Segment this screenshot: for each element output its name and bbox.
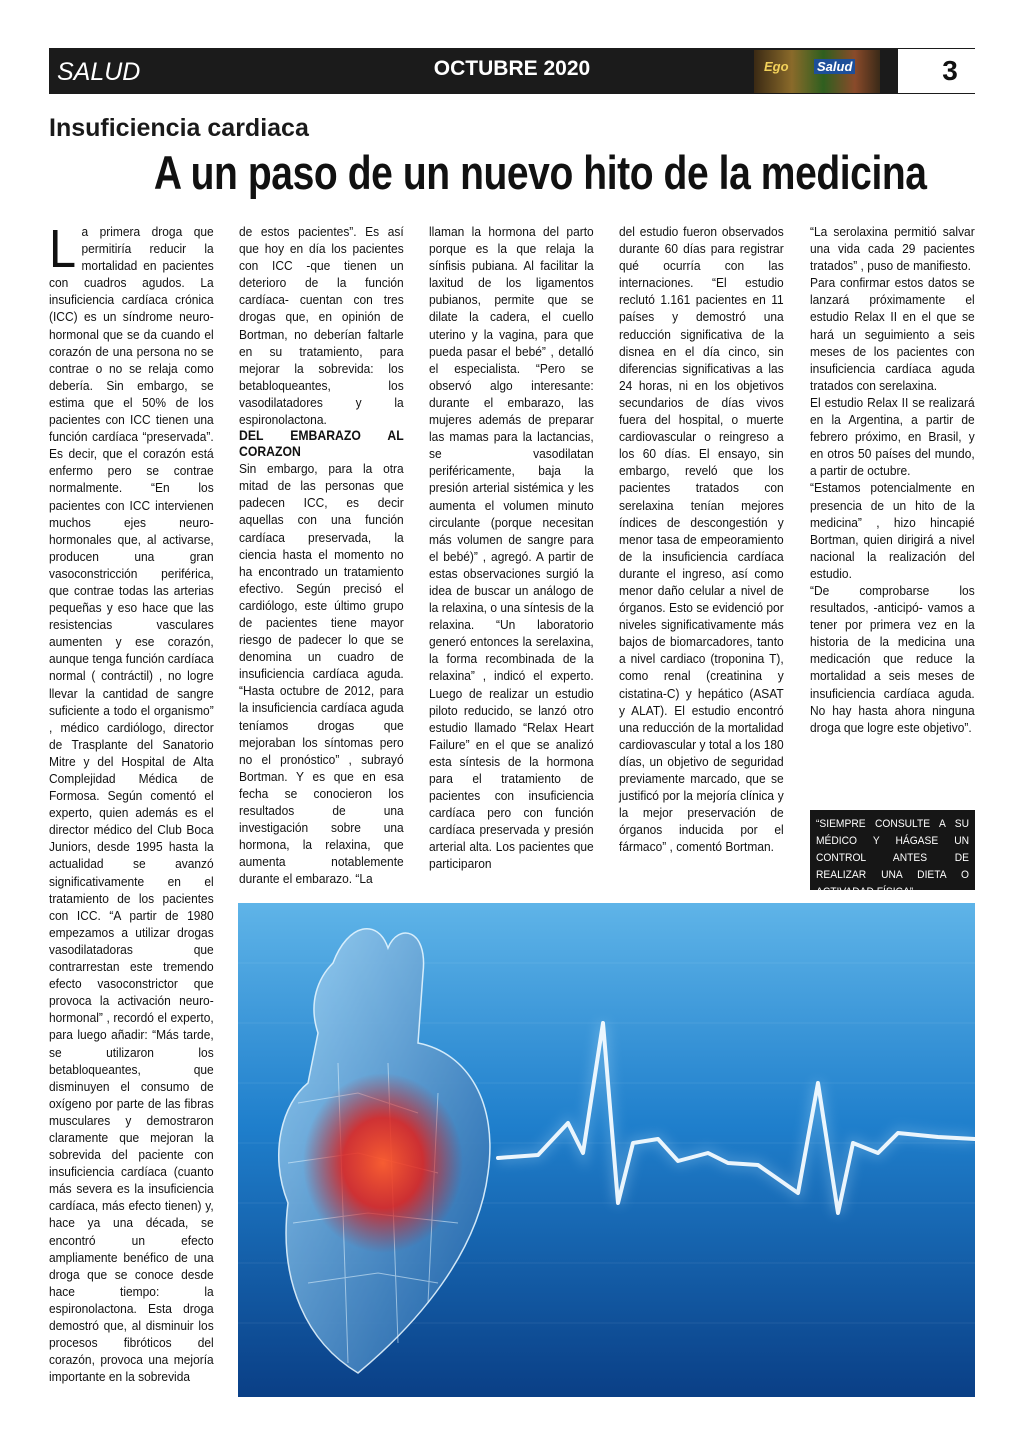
column-2-text-b: Sin embargo, para la otra mitad de las personas que padecen ICC, es decir aquellas con una función cardíaca preservada, la ciencia hasta el momento no ha encontrado un tratamiento efectivo. Según precisó el cardiólogo, este último grupo de pacientes tiene mayor riesgo de padecer lo que se denomina un cuadro de insuficiencia cardíaca aguda. “Hasta octubre de 2012, para la insuficiencia cardíaca aguda teníamos drogas que mejoraban los síntomas pero no el pronóstico” , subrayó Bortman. Y es que en esa fecha se conocieron los resultados de una investigación sobre una hormona, la relaxina, que aumenta notablemente durante el embarazo. “La: [239, 461, 404, 887]
section-label: SALUD: [57, 58, 141, 86]
article-column-4: [619, 223, 784, 855]
column-5-text-b: Para confirmar estos datos se lanzará próximamente el estudio Relax II en el que se hará un seguimiento a seis meses de los pacientes con insuficiencia cardíaca aguda tratados con serelaxina.: [810, 275, 975, 393]
pull-quote-text: “SIEMPRE CONSULTE A SU MÉDICO Y HÁGASE UN CONTROL ANTES DE REALIZAR UNA DIETA O ACTIVADAD FÍSICA”: [816, 818, 969, 898]
heart-ecg-graphic: [238, 903, 975, 1397]
column-4-text: del estudio fueron observados durante 60 días para registrar qué ocurría con las internaciones. “El estudio reclutó 1.161 pacientes en 11 países y demostró una reducción significativa de la disnea en el día cinco, sin diferencias significativas a las 24 horas, ni en los objetivos secundarios de días vivos fuera del hospital, o muerte cardiovascular o reingreso a los 60 días. El ensayo, sin embargo, reveló que los pacientes tratados con serelaxina tenían mejores índices de descongestión y menor tasa de empeoramiento de la insuficiencia cardíaca durante el ingreso, así como menor daño celular a nivel de órganos. Esto se evidenció por niveles significativamente más bajos de biomarcadores, tanto a nivel cardiaco (troponina T), como renal (creatinina y cistatina-C) y hepático (ASAT y ALAT). El estudio encontró una reducción de la mortalidad cardiovascular y total a los 180 días, un objetivo de seguridad previamente marcado, que se justificó por la mejoría clínica y la mejor preservación de órganos inducida por el fármaco” , comentó Bortman.: [619, 224, 784, 855]
logo-text-left: Ego: [764, 59, 789, 74]
column-5-text-d: “Estamos potencialmente en presencia de un hito de la medicina” , hizo hincapié Bortman, quien dirigirá a nivel nacional la realización del estudio.: [810, 480, 975, 581]
article-column-1: [49, 219, 214, 1398]
article-headline: A un paso de un nuevo hito de la medicina: [153, 146, 927, 199]
article-column-3: [429, 223, 594, 873]
section-subhead: DEL EMBARAZO AL CORAZON: [239, 428, 404, 460]
article-column-5: [810, 223, 975, 736]
issue-date: OCTUBRE 2020: [433, 57, 591, 80]
column-3-text: llaman la hormona del parto porque es la que relaja la sínfisis pubiana. Al facilitar la laxitud de los ligamentos pubianos, permite que se dilate la cadera, el cuello uterino y la vagina, para que pueda pasar el bebé” , detalló el especialista. “Pero se observó algo interesante: durante el embarazo, las mujeres además de preparar las mamas para la lactancias, se vasodilatan periféricamente, baja la presión arterial sistémica y les aumenta el volumen minuto circulante (porque necesitan más volumen de sangre para el bebé)” , agregó. A partir de estas observaciones surgió la idea de buscar un análogo de la relaxina, o una síntesis de la relaxina. “Un laboratorio generó entonces la serelaxina, la forma recombinada de la relaxina” , indicó el experto. Luego de realizar un estudio piloto reducido, se lanzó otro estudio llamado “Relax Heart Failure” en el que se analizó esta síntesis de la hormona para el tratamiento de pacientes con insuficiencia cardíaca pero con función cardíaca preservada y presión arterial alta. Los pacientes que participaron: [429, 224, 594, 872]
article-column-2: [239, 223, 404, 887]
column-5-text-a: “La serolaxina permitió salvar una vida cada 29 pacientes tratados” , puso de manifiesto.: [810, 224, 975, 274]
column-2-text-a: de estos pacientes”. Es así que hoy en día los pacientes con ICC -que tienen un deterioro de la función cardíaca- cuentan con tres drogas que, en opinión de Bortman, no deberían faltarle en su tratamiento, para mejorar la sobrevida: los betabloqueantes, los vasodilatadores y la espironolactona.: [239, 224, 404, 428]
column-1-text: a primera droga que permitiría reducir la mortalidad en pacientes con cuadros agudos. La insuficiencia cardíaca crónica (ICC) es un síndrome neuro-hormonal que se da cuando el corazón de una persona no se contrae o no se relaja como debería. Sin embargo, se estima que el 50% de los pacientes con ICC tienen una función cardíaca “preservada”. Es decir, que el corazón está enfermo pero se contrae normalmente. “En los pacientes con ICC intervienen muchos ejes neuro-hormonales que, al activarse, producen una gran vasoconstricción periférica, que contrae todas las arterias pequeñas y eso hace que las resistencias vasculares aumenten y ese corazón, aunque tenga función cardíaca normal ( contráctil) , no logre llevar la cantidad de sangre suficiente a todo el organismo” , médico cardiólogo, director de Trasplante del Sanatorio Mitre y del Hospital de Alta Complejidad Médica de Formosa. Según comentó el experto, quien además es el director médico del Club Boca Juniors, desde 1995 hasta la actualidad se avanzó significativamente en el tratamiento de los pacientes con ICC. “A partir de 1980 empezamos a utilizar drogas vasodilatadoras que contrarrestan este tremendo efecto vasoconstrictor que provoca la activación neuro-hormonal” , recordó el experto, para luego añadir: “Más tarde, se utilizaron los betabloqueantes, que disminuyen el consumo de oxígeno por parte de las fibras musculares y demostraron claramente que mejoran la sobrevida del paciente con insuficiencia cardíaca (cuanto más severa es la insuficiencia cardíaca, más efecto tienen) y, hace ya una década, se encontró un efecto ampliamente benéfico de una droga que se conoce desde hace tiempo: la espironolactona. Esta droga demostró que, al disminuir los procesos fibróticos del corazón, provoca una mejoría importante en la sobrevida: [49, 224, 214, 1385]
column-5-text-c: El estudio Relax II se realizará en la Argentina, a partir de febrero próximo, en Brasil, y en otros 50 países del mundo, a partir de octubre.: [810, 394, 975, 479]
logo-text-right: Salud: [814, 59, 855, 74]
drop-cap: L: [49, 219, 77, 279]
article-kicker: Insuficiencia cardiaca: [49, 114, 309, 142]
pull-quote-box: [810, 810, 975, 898]
publication-logo: [754, 50, 880, 93]
heart-illustration: [238, 903, 975, 1397]
column-5-text-e: “De comprobarse los resultados, -anticipó- vamos a tener por primera vez en la historia de la medicina una medicación que reduce la mortalidad a seis meses de insuficiencia cardíaca aguda. No hay hasta ahora ninguna droga que logre este objetivo”.: [810, 582, 975, 735]
page-number: 3: [942, 55, 958, 86]
